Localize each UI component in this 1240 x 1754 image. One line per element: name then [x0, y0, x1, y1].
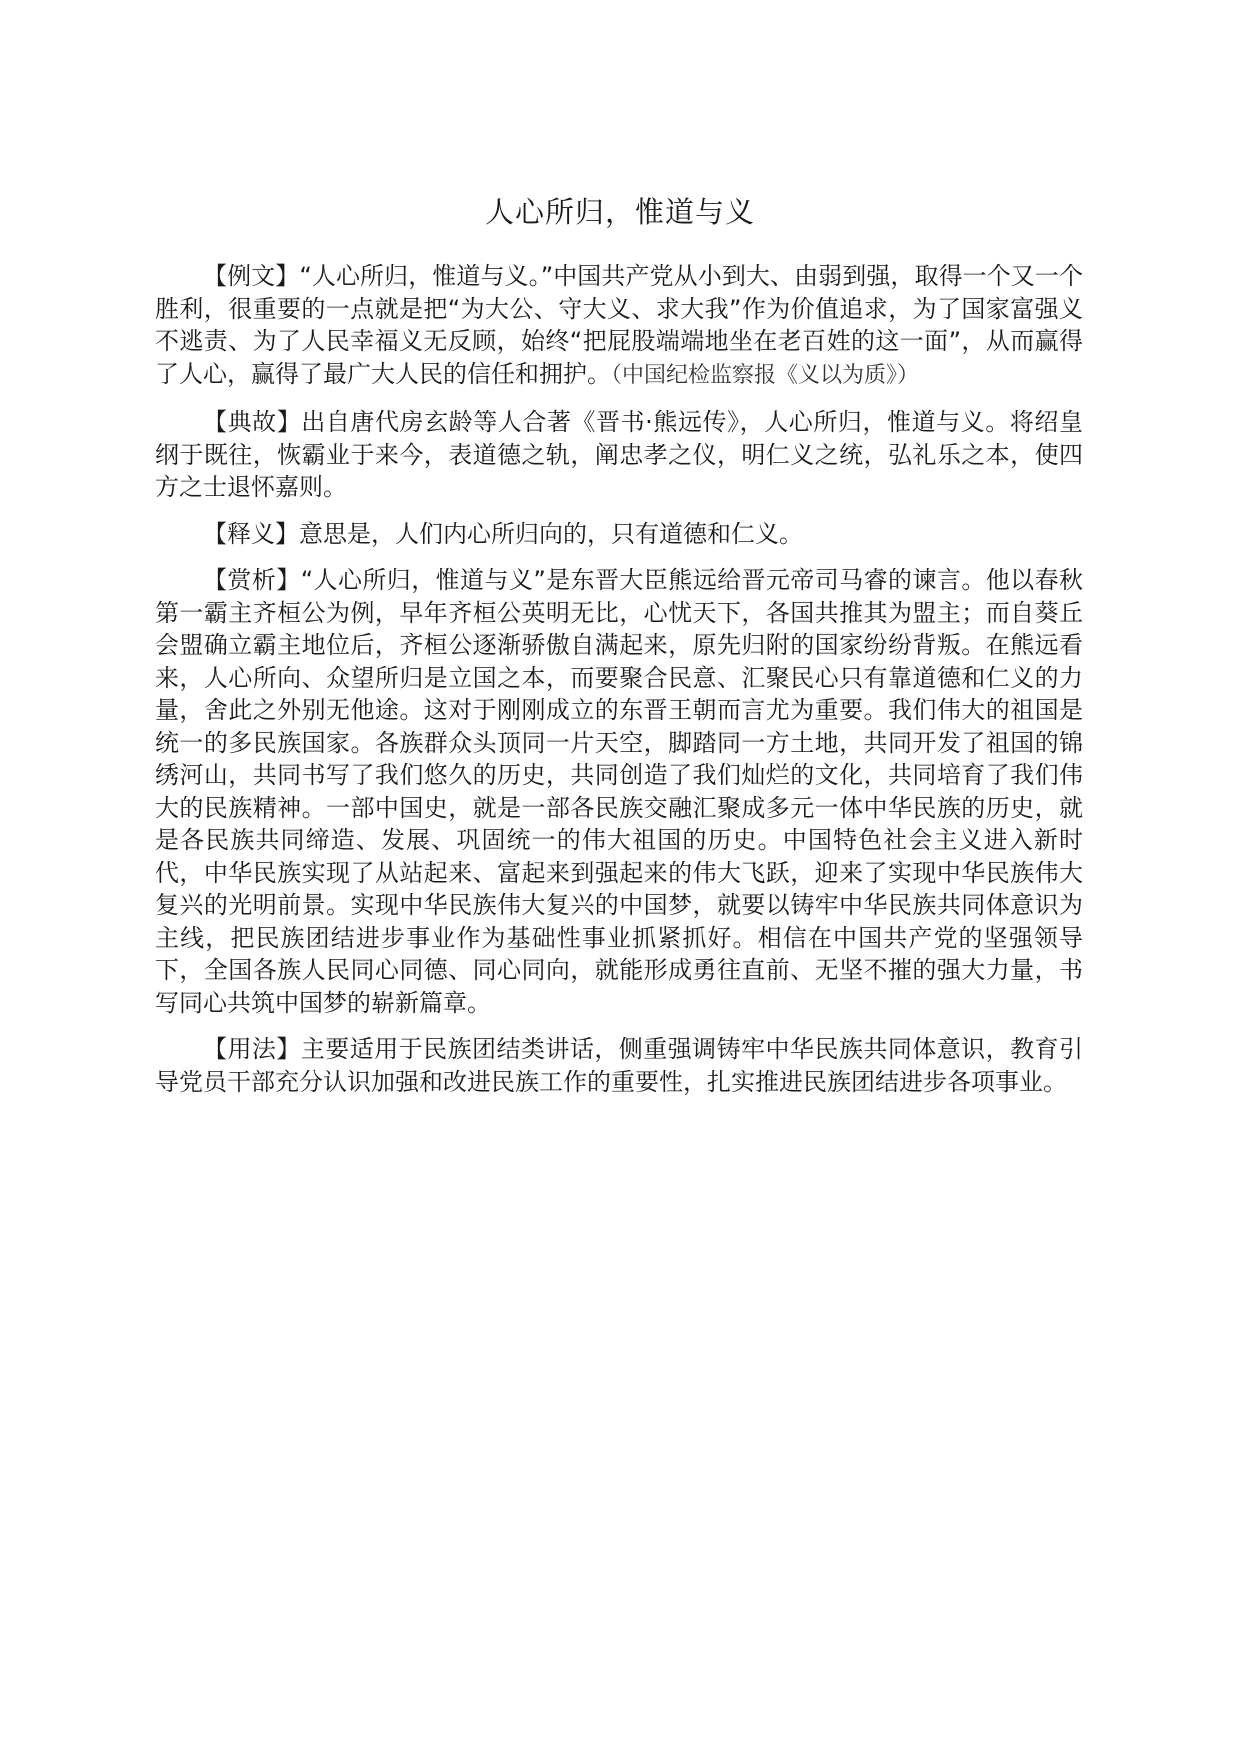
paragraph-tag: 【用法】 — [203, 1035, 301, 1063]
document-body — [155, 260, 1083, 1112]
paragraph-meaning — [155, 518, 1083, 551]
paragraph-text: 意思是，人们内心所归向的，只有道德和仁义。 — [299, 519, 803, 548]
paragraph-tag: 【例文】 — [203, 262, 300, 290]
page-title: 人心所归，惟道与义 — [484, 195, 755, 229]
paragraph-analysis — [155, 564, 1083, 1019]
paragraph-tag: 【释义】 — [203, 519, 299, 548]
paragraph-example — [155, 260, 1083, 392]
source-note: （中国纪检监察报《义以为质》） — [611, 362, 920, 388]
paragraph-text: “人心所归，惟道与义”是东晋大臣熊远给晋元帝司马睿的谏言。他以春秋第一霸主齐桓公为例，早年齐桓公英明无比，心忧天下，各国共推其为盟主；而自葵丘会盟确立霸主地位后，齐桓公逐渐骄傲自满起来，原先归附的国家纷纷背叛。在熊远看来，人心所向、众望所归是立国之本，而要聚合民意、汇聚民心只有靠道德和仁义的力量，舍此之外别无他途。这对于刚刚成立的东晋王朝而言尤为重要。我们伟大的祖国是统一的多民族国家。各族群众头顶同一片天空，脚踏同一方土地，共同开发了祖国的锦绣河山，共同书写了我们悠久的历史，共同创造了我们灿烂的文化，共同培育了我们伟大的民族精神。一部中国史，就是一部各民族交融汇聚成多元一体中华民族的历史，就是各民族共同缔造、发展、巩固统一的伟大祖国的历史。中国特色社会主义进入新时代，中华民族实现了从站起来、富起来到强起来的伟大飞跃，迎来了实现中华民族伟大复兴的光明前景。实现中华民族伟大复兴的中国梦，就要以铸牢中华民族共同体意识为主线，把民族团结进步事业作为基础性事业抓紧抓好。相信在中国共产党的坚强领导下，全国各族人民同心同德、同心同向，就能形成勇往直前、无坚不摧的强大力量，书写同心共筑中国梦的崭新篇章。 — [155, 566, 1083, 1017]
paragraph-tag: 【典故】 — [203, 408, 302, 436]
paragraph-tag: 【赏析】 — [203, 566, 301, 594]
paragraph-usage — [155, 1033, 1083, 1098]
paragraph-text: 主要适用于民族团结类讲话，侧重强调铸牢中华民族共同体意识，教育引导党员干部充分认识加强和改进民族工作的重要性，扎实推进民族团结进步各项事业。 — [155, 1035, 1084, 1096]
paragraph-allusion — [155, 406, 1083, 504]
paragraph-text: “人心所归，惟道与义。”中国共产党从小到大、由弱到强，取得一个又一个胜利，很重要的一点就是把“为大公、守大义、求大我”作为价值追求，为了国家富强义不逃责、为了人民幸福义无反顾，始终“把屁股端端地坐在老百姓的这一面”，从而赢得了人心，赢得了最广大人民的信任和拥护。 — [155, 262, 1083, 388]
paragraph-text: 出自唐代房玄龄等人合著《晋书·熊远传》，人心所归，惟道与义。将绍皇纲于既往，恢霸业于来今，表道德之轨，阐忠孝之仪，明仁义之统，弘礼乐之本，使四方之士退怀嘉则。 — [155, 408, 1083, 501]
